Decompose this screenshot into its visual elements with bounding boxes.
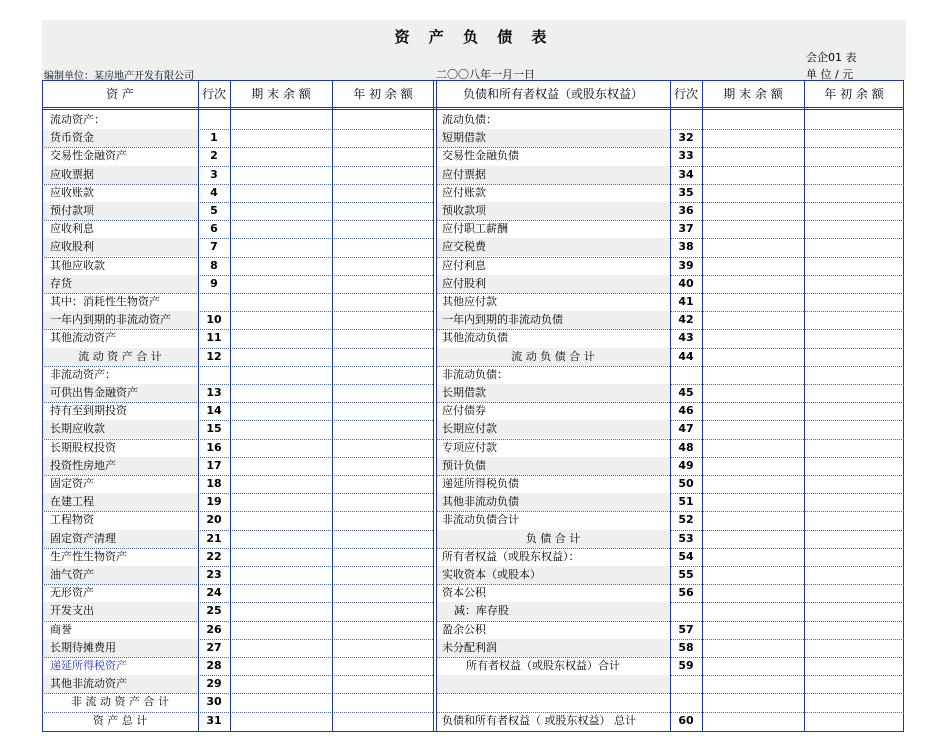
liability-line-number: 42 bbox=[678, 313, 694, 327]
asset-line-number: 14 bbox=[206, 404, 222, 418]
liability-item: 一年内到期的非流动负债 bbox=[442, 313, 563, 327]
asset-item: 交易性金融资产 bbox=[50, 149, 127, 163]
header-right-end: 期 末 余 额 bbox=[723, 87, 783, 101]
liability-line-number: 45 bbox=[678, 386, 694, 399]
liability-line-number: 39 bbox=[678, 258, 694, 272]
asset-item: 其中：消耗性生物资产 bbox=[50, 295, 160, 308]
liability-item: 盈余公积 bbox=[442, 622, 486, 636]
asset-item: 应收账款 bbox=[50, 185, 94, 199]
asset-item: 一年内到期的非流动资产 bbox=[50, 313, 171, 327]
liability-line-number: 35 bbox=[678, 185, 694, 199]
liability-line-number: 59 bbox=[678, 659, 694, 672]
liability-item: 资本公积 bbox=[442, 586, 486, 600]
liability-item: 预收款项 bbox=[442, 204, 486, 217]
liability-line-number: 54 bbox=[678, 549, 694, 563]
liability-line-number: 55 bbox=[678, 568, 694, 581]
asset-line-number bbox=[198, 366, 230, 384]
liability-line-number bbox=[670, 693, 702, 711]
asset-item: 流动资产： bbox=[50, 113, 105, 126]
asset-item: 油气资产 bbox=[50, 568, 94, 581]
asset-item: 其他非流动资产 bbox=[50, 677, 127, 691]
liability-line-number: 40 bbox=[678, 276, 694, 290]
asset-line-number: 18 bbox=[206, 477, 222, 490]
liability-item: 未分配利润 bbox=[442, 640, 497, 654]
liability-item: 所有者权益（或股东权益）合计 bbox=[466, 659, 620, 672]
liability-item bbox=[442, 675, 668, 693]
asset-line-number: 19 bbox=[206, 495, 222, 509]
asset-line-number: 9 bbox=[210, 276, 218, 290]
liability-item: 长期应付款 bbox=[442, 422, 497, 436]
asset-line-number: 23 bbox=[206, 568, 222, 581]
liability-item: 专项应付款 bbox=[442, 440, 497, 454]
asset-item: 工程物资 bbox=[50, 513, 94, 527]
asset-line-number: 26 bbox=[206, 622, 222, 636]
asset-line-number: 15 bbox=[206, 422, 222, 436]
col-divider bbox=[230, 80, 231, 732]
asset-item: 非流动资产： bbox=[50, 367, 116, 381]
liability-item: 长期借款 bbox=[442, 386, 486, 399]
asset-line-number: 4 bbox=[210, 185, 218, 199]
header-left-end: 期 末 余 额 bbox=[251, 87, 311, 101]
asset-line-number: 3 bbox=[210, 167, 218, 181]
asset-line-number: 24 bbox=[206, 586, 222, 600]
asset-item: 资 产 总 计 bbox=[92, 713, 148, 727]
asset-line-number bbox=[198, 293, 230, 311]
liability-item: 交易性金融负债 bbox=[442, 149, 519, 163]
asset-line-number: 6 bbox=[210, 222, 218, 236]
header-liabilities: 负债和所有者权益（或股东权益） bbox=[462, 87, 643, 101]
asset-line-number: 11 bbox=[206, 331, 222, 345]
liability-item: 实收资本（或股本） bbox=[442, 568, 541, 581]
liability-line-number: 36 bbox=[678, 204, 694, 217]
balance-sheet bbox=[42, 20, 906, 732]
liability-item: 流动负债： bbox=[442, 113, 497, 126]
col-divider bbox=[804, 80, 805, 732]
header-left-begin: 年 初 余 额 bbox=[353, 87, 413, 101]
asset-item: 应收股利 bbox=[50, 240, 94, 254]
liability-line-number: 46 bbox=[678, 404, 694, 418]
asset-item: 应收票据 bbox=[50, 167, 94, 181]
liability-line-number: 34 bbox=[678, 167, 694, 181]
sheet-title: 资 产 负 债 表 bbox=[394, 28, 554, 46]
asset-line-number: 10 bbox=[206, 313, 222, 327]
asset-item: 流 动 资 产 合 计 bbox=[78, 349, 162, 363]
liability-item: 预计负债 bbox=[442, 458, 486, 472]
asset-item: 持有至到期投资 bbox=[50, 404, 127, 418]
asset-item: 可供出售金融资产 bbox=[50, 386, 138, 399]
liability-line-number: 32 bbox=[678, 131, 694, 145]
asset-line-number: 17 bbox=[206, 458, 222, 472]
liability-line-number: 33 bbox=[678, 149, 694, 163]
col-divider bbox=[670, 80, 671, 732]
liability-line-number: 53 bbox=[678, 531, 694, 545]
liability-line-number: 44 bbox=[678, 349, 694, 363]
report-date: 二〇〇八年一月一日 bbox=[436, 68, 535, 81]
header-divider bbox=[42, 107, 904, 108]
asset-line-number bbox=[198, 111, 230, 129]
liability-line-number: 50 bbox=[678, 477, 694, 490]
liability-item: 负 债 合 计 bbox=[525, 531, 581, 545]
header-right-line: 行次 bbox=[673, 87, 698, 101]
liability-item bbox=[442, 693, 668, 711]
liability-item: 应付债券 bbox=[442, 404, 486, 418]
unit-label: 单 位 / 元 bbox=[806, 68, 854, 81]
asset-item: 其他应收款 bbox=[50, 258, 105, 272]
header-assets: 资 产 bbox=[106, 87, 134, 101]
liability-item: 减：库存股 bbox=[454, 604, 509, 618]
col-divider bbox=[332, 80, 333, 732]
asset-line-number: 16 bbox=[206, 440, 222, 454]
liability-line-number: 56 bbox=[678, 586, 694, 600]
liability-line-number: 48 bbox=[678, 440, 694, 454]
liability-item: 应付利息 bbox=[442, 258, 486, 272]
header-divider-2 bbox=[42, 109, 904, 110]
asset-line-number: 1 bbox=[210, 131, 218, 145]
header-right-begin: 年 初 余 额 bbox=[824, 87, 884, 101]
asset-item: 预付款项 bbox=[50, 204, 94, 217]
liability-line-number: 49 bbox=[678, 458, 694, 472]
liability-line-number: 60 bbox=[678, 713, 694, 727]
liability-item: 所有者权益（或股东权益）： bbox=[442, 549, 580, 563]
asset-item: 其他流动资产 bbox=[50, 331, 116, 345]
asset-line-number: 13 bbox=[206, 386, 222, 399]
col-divider bbox=[433, 80, 434, 732]
asset-item: 固定资产 bbox=[50, 477, 94, 490]
asset-item: 在建工程 bbox=[50, 495, 94, 509]
asset-item: 存货 bbox=[50, 276, 72, 290]
liability-item: 应付账款 bbox=[442, 185, 486, 199]
asset-item: 长期应收款 bbox=[50, 422, 105, 436]
asset-item: 商誉 bbox=[50, 622, 72, 636]
asset-line-number: 12 bbox=[206, 349, 222, 363]
asset-item: 非 流 动 资 产 合 计 bbox=[71, 695, 169, 709]
asset-item: 生产性生物资产 bbox=[50, 549, 127, 563]
liability-line-number: 52 bbox=[678, 513, 694, 527]
liability-line-number: 51 bbox=[678, 495, 694, 509]
liability-item: 短期借款 bbox=[442, 131, 486, 145]
asset-line-number: 5 bbox=[210, 204, 218, 217]
liability-line-number bbox=[670, 602, 702, 620]
asset-line-number: 22 bbox=[206, 549, 222, 563]
company-name: 编制单位：某房地产开发有限公司 bbox=[44, 71, 194, 82]
col-divider bbox=[198, 80, 199, 732]
asset-line-number: 25 bbox=[206, 604, 222, 618]
liability-item: 其他应付款 bbox=[442, 295, 497, 308]
liability-line-number: 57 bbox=[678, 622, 694, 636]
col-divider bbox=[702, 80, 703, 732]
asset-line-number: 31 bbox=[206, 713, 222, 727]
asset-line-number: 30 bbox=[206, 695, 222, 709]
liability-item: 应付职工薪酬 bbox=[442, 222, 508, 236]
asset-item: 开发支出 bbox=[50, 604, 94, 618]
asset-line-number: 29 bbox=[206, 677, 222, 691]
liability-item: 非流动负债： bbox=[442, 367, 508, 381]
liability-item: 应付股利 bbox=[442, 276, 486, 290]
asset-item: 递延所得税资产 bbox=[50, 659, 127, 672]
asset-line-number: 21 bbox=[206, 531, 222, 545]
liability-item: 递延所得税负债 bbox=[442, 477, 519, 490]
liability-line-number bbox=[670, 111, 702, 129]
liability-item: 应付票据 bbox=[442, 167, 486, 181]
asset-item: 货币资金 bbox=[50, 131, 94, 145]
liability-line-number: 41 bbox=[678, 295, 694, 308]
liability-line-number: 37 bbox=[678, 222, 694, 236]
liability-line-number: 58 bbox=[678, 640, 694, 654]
asset-item: 无形资产 bbox=[50, 586, 94, 600]
asset-item: 长期待摊费用 bbox=[50, 640, 116, 654]
liability-line-number: 38 bbox=[678, 240, 694, 254]
liability-item: 其他非流动负债 bbox=[442, 495, 519, 509]
liability-item: 非流动负债合计 bbox=[442, 513, 519, 527]
header-left-line: 行次 bbox=[201, 87, 226, 101]
liability-item: 流 动 负 债 合 计 bbox=[511, 349, 595, 363]
asset-line-number: 28 bbox=[206, 659, 222, 672]
liability-item: 其他流动负债 bbox=[442, 331, 508, 345]
asset-line-number: 20 bbox=[206, 513, 222, 527]
asset-line-number: 27 bbox=[206, 640, 222, 654]
liability-item: 应交税费 bbox=[442, 240, 486, 254]
asset-line-number: 2 bbox=[210, 149, 218, 163]
liability-item: 负债和所有者权益（ 或股东权益） 总计 bbox=[442, 713, 636, 727]
liability-line-number bbox=[670, 675, 702, 693]
form-number: 会企01 表 bbox=[806, 51, 857, 64]
asset-item: 固定资产清理 bbox=[50, 531, 116, 545]
liability-line-number: 47 bbox=[678, 422, 694, 436]
liability-line-number bbox=[670, 366, 702, 384]
asset-item: 投资性房地产 bbox=[50, 458, 116, 472]
asset-line-number: 7 bbox=[210, 240, 218, 254]
liability-line-number: 43 bbox=[678, 331, 694, 345]
col-divider bbox=[436, 80, 437, 732]
asset-item: 长期股权投资 bbox=[50, 440, 116, 454]
asset-line-number: 8 bbox=[210, 258, 218, 272]
asset-item: 应收利息 bbox=[50, 222, 94, 236]
